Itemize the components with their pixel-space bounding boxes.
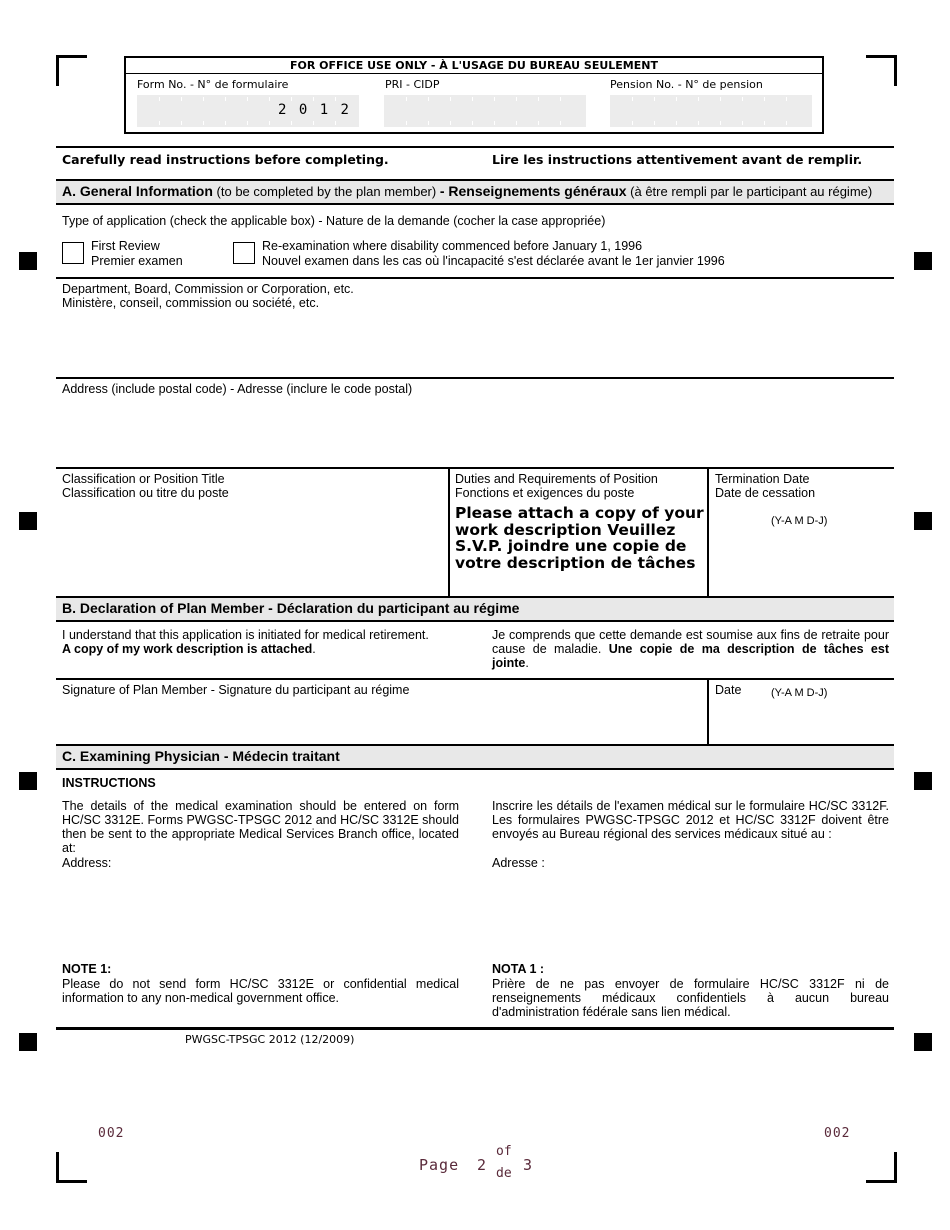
field-ticks <box>610 121 812 125</box>
form-identifier: PWGSC-TPSGC 2012 (12/2009) <box>185 1033 355 1046</box>
field-tick <box>720 97 721 101</box>
registration-mark <box>19 512 37 530</box>
termination-date-format: (Y-A M D-J) <box>771 515 828 527</box>
field-tick <box>560 97 561 101</box>
first-review-label-en: First Review <box>91 239 160 253</box>
field-tick <box>742 121 743 125</box>
field-tick <box>654 121 655 125</box>
field-tick <box>786 97 787 101</box>
classification-field[interactable] <box>56 502 446 594</box>
field-tick <box>720 121 721 125</box>
section-c-header <box>56 744 894 770</box>
address-fr-label: Adresse : <box>492 856 545 870</box>
duties-label-en: Duties and Requirements of Position <box>455 472 658 486</box>
declaration-fr-plain: Je comprends que cette demande est soumise aux fins de retraite pour cause de maladie. <box>492 628 889 656</box>
field-tick <box>698 121 699 125</box>
classification-label-en: Classification or Position Title <box>62 472 225 486</box>
department-field[interactable] <box>56 312 894 376</box>
field-tick <box>406 97 407 101</box>
form-no-field[interactable] <box>137 95 359 127</box>
divider <box>56 146 894 148</box>
page-current: 2 <box>477 1156 487 1174</box>
field-tick <box>335 97 336 101</box>
field-tick <box>764 97 765 101</box>
field-tick <box>676 121 677 125</box>
page-of-fr: de <box>496 1166 512 1181</box>
page-word: Page <box>419 1156 460 1174</box>
corner-mark-bottom-left <box>56 1152 87 1183</box>
first-review-label-fr: Premier examen <box>91 254 183 268</box>
field-tick <box>225 97 226 101</box>
section-b-title: B. Declaration of Plan Member - Déclaration du participant au régime <box>62 600 520 616</box>
section-a-title-bold2: - Renseignements généraux <box>439 183 627 199</box>
field-tick <box>516 121 517 125</box>
instructions-fr-text: Inscrire les détails de l'examen médical sur le formulaire HC/SC 3312F. Les formulaires PWGSC-TPSGC 2012 et HC/SC 3312F doivent être envoyés au Bureau régional des services médicaux situé au : <box>492 799 889 841</box>
duties-label-fr: Fonctions et exigences du poste <box>455 486 635 500</box>
page-code-right: 002 <box>824 1126 851 1141</box>
column-divider <box>448 467 450 596</box>
page-of-en: of <box>496 1144 512 1159</box>
re-examination-label-en: Re-examination where disability commenced before January 1, 1996 <box>262 239 643 253</box>
first-review-checkbox[interactable] <box>62 242 84 264</box>
divider <box>56 277 894 279</box>
section-c-title: C. Examining Physician - Médecin traitant <box>62 748 340 764</box>
page-code-left: 002 <box>98 1126 125 1141</box>
re-examination-checkbox[interactable] <box>233 242 255 264</box>
field-tick <box>494 121 495 125</box>
field-tick <box>494 97 495 101</box>
instructions-heading: INSTRUCTIONS <box>62 776 156 790</box>
section-a-title-bold1: A. General Information <box>62 183 213 199</box>
declaration-fr-period: . <box>525 656 529 670</box>
field-tick <box>428 97 429 101</box>
field-tick <box>698 97 699 101</box>
field-tick <box>406 121 407 125</box>
address-label: Address (include postal code) - Adresse (inclure le code postal) <box>62 382 413 396</box>
corner-mark-top-left <box>56 55 87 86</box>
field-tick <box>159 121 160 125</box>
field-tick <box>181 121 182 125</box>
field-ticks <box>137 121 359 125</box>
field-tick <box>786 121 787 125</box>
section-a-header <box>56 179 894 205</box>
registration-mark <box>19 252 37 270</box>
note-en-heading: NOTE 1: <box>62 962 112 976</box>
registration-mark <box>19 1033 37 1051</box>
declaration-en-line2 <box>62 642 316 656</box>
field-tick <box>538 97 539 101</box>
field-ticks <box>384 121 586 125</box>
signature-field[interactable] <box>56 699 704 743</box>
registration-mark <box>914 252 932 270</box>
registration-mark <box>914 772 932 790</box>
instructions-fr: Lire les instructions attentivement avant de remplir. <box>492 152 863 167</box>
field-tick <box>203 97 204 101</box>
department-label-en: Department, Board, Commission or Corporation, etc. <box>62 282 354 296</box>
field-tick <box>472 121 473 125</box>
declaration-en-bold: A copy of my work description is attached <box>62 642 313 656</box>
corner-mark-top-right <box>866 55 897 86</box>
pension-label: Pension No. - N° de pension <box>610 78 763 91</box>
termination-date-label-fr: Date de cessation <box>715 486 816 500</box>
field-tick <box>269 121 270 125</box>
column-divider <box>707 467 709 596</box>
office-header: FOR OFFICE USE ONLY - À L'USAGE DU BUREAU SEULEMENT <box>126 58 822 74</box>
field-tick <box>313 97 314 101</box>
corner-mark-bottom-right <box>866 1152 897 1183</box>
field-tick <box>181 97 182 101</box>
signature-date-field[interactable] <box>710 702 892 742</box>
signature-label: Signature of Plan Member - Signature du participant au régime <box>62 683 410 697</box>
pri-field[interactable] <box>384 95 586 127</box>
field-tick <box>450 97 451 101</box>
note-fr-heading: NOTA 1 : <box>492 962 545 976</box>
field-tick <box>516 97 517 101</box>
termination-date-field[interactable] <box>710 530 892 592</box>
section-a-title-plain1: (to be completed by the plan member) <box>212 184 440 199</box>
field-tick <box>676 97 677 101</box>
field-tick <box>538 121 539 125</box>
field-tick <box>247 121 248 125</box>
field-tick <box>225 121 226 125</box>
field-tick <box>632 121 633 125</box>
registration-mark <box>914 512 932 530</box>
declaration-en-line1: I understand that this application is initiated for medical retirement. <box>62 628 429 642</box>
field-tick <box>335 121 336 125</box>
classification-label-fr: Classification ou titre du poste <box>62 486 229 500</box>
field-tick <box>654 97 655 101</box>
department-label-fr: Ministère, conseil, commission ou société, etc. <box>62 296 320 310</box>
divider <box>56 377 894 379</box>
field-tick <box>632 97 633 101</box>
column-divider <box>707 678 709 744</box>
pri-label: PRI - CIDP <box>385 78 440 91</box>
address-en-label: Address: <box>62 856 112 870</box>
section-a-title-plain2: (à être rempli par le participant au régime) <box>626 184 873 199</box>
registration-mark <box>19 772 37 790</box>
field-tick <box>313 121 314 125</box>
field-tick <box>247 97 248 101</box>
note-en-text: Please do not send form HC/SC 3312E or confidential medical information to any non-medical government office. <box>62 977 459 1005</box>
field-ticks <box>384 97 586 101</box>
field-tick <box>269 97 270 101</box>
application-type-label: Type of application (check the applicable box) - Nature de la demande (cocher la case appropriée) <box>62 214 606 228</box>
attach-work-description-note: Please attach a copy of your work description Veuillez S.V.P. joindre une copie de votre description de tâches <box>455 504 704 572</box>
address-field[interactable] <box>56 398 894 466</box>
field-tick <box>764 121 765 125</box>
field-tick <box>291 97 292 101</box>
footer-divider <box>56 1027 894 1030</box>
field-tick <box>450 121 451 125</box>
divider <box>56 678 894 680</box>
page-total: 3 <box>523 1156 533 1174</box>
signature-date-format: (Y-A M D-J) <box>771 687 828 699</box>
declaration-en-period: . <box>312 642 316 656</box>
field-tick <box>159 97 160 101</box>
section-a-title <box>62 183 872 199</box>
field-tick <box>203 121 204 125</box>
field-tick <box>428 121 429 125</box>
form-no-label: Form No. - N° de formulaire <box>137 78 289 91</box>
form-no-value: 2 0 1 2 <box>277 102 351 118</box>
declaration-fr <box>492 628 889 670</box>
field-tick <box>472 97 473 101</box>
divider <box>56 467 894 469</box>
field-tick <box>291 121 292 125</box>
declaration-fr-bold: Une copie de ma description de tâches est jointe <box>492 642 889 670</box>
registration-mark <box>914 1033 932 1051</box>
pension-no-field[interactable] <box>610 95 812 127</box>
instructions-en-text: The details of the medical examination should be entered on form HC/SC 3312E. Forms PWGSC-TPSGC 2012 and HC/SC 3312E should then be sent to the appropriate Medical Services Branch office, located at: <box>62 799 459 855</box>
signature-date-label: Date <box>715 683 742 697</box>
field-tick <box>742 97 743 101</box>
termination-date-label-en: Termination Date <box>715 472 810 486</box>
field-tick <box>560 121 561 125</box>
instructions-en: Carefully read instructions before completing. <box>62 152 389 167</box>
re-examination-label-fr: Nouvel examen dans les cas où l'incapacité s'est déclarée avant le 1er janvier 1996 <box>262 254 725 268</box>
section-b-header <box>56 596 894 622</box>
field-ticks <box>610 97 812 101</box>
field-ticks <box>137 97 359 101</box>
note-fr-text: Prière de ne pas envoyer de formulaire HC/SC 3312F ni de renseignements médicaux confidentiels à aucun bureau d'administration fédérale sans lien médical. <box>492 977 889 1019</box>
